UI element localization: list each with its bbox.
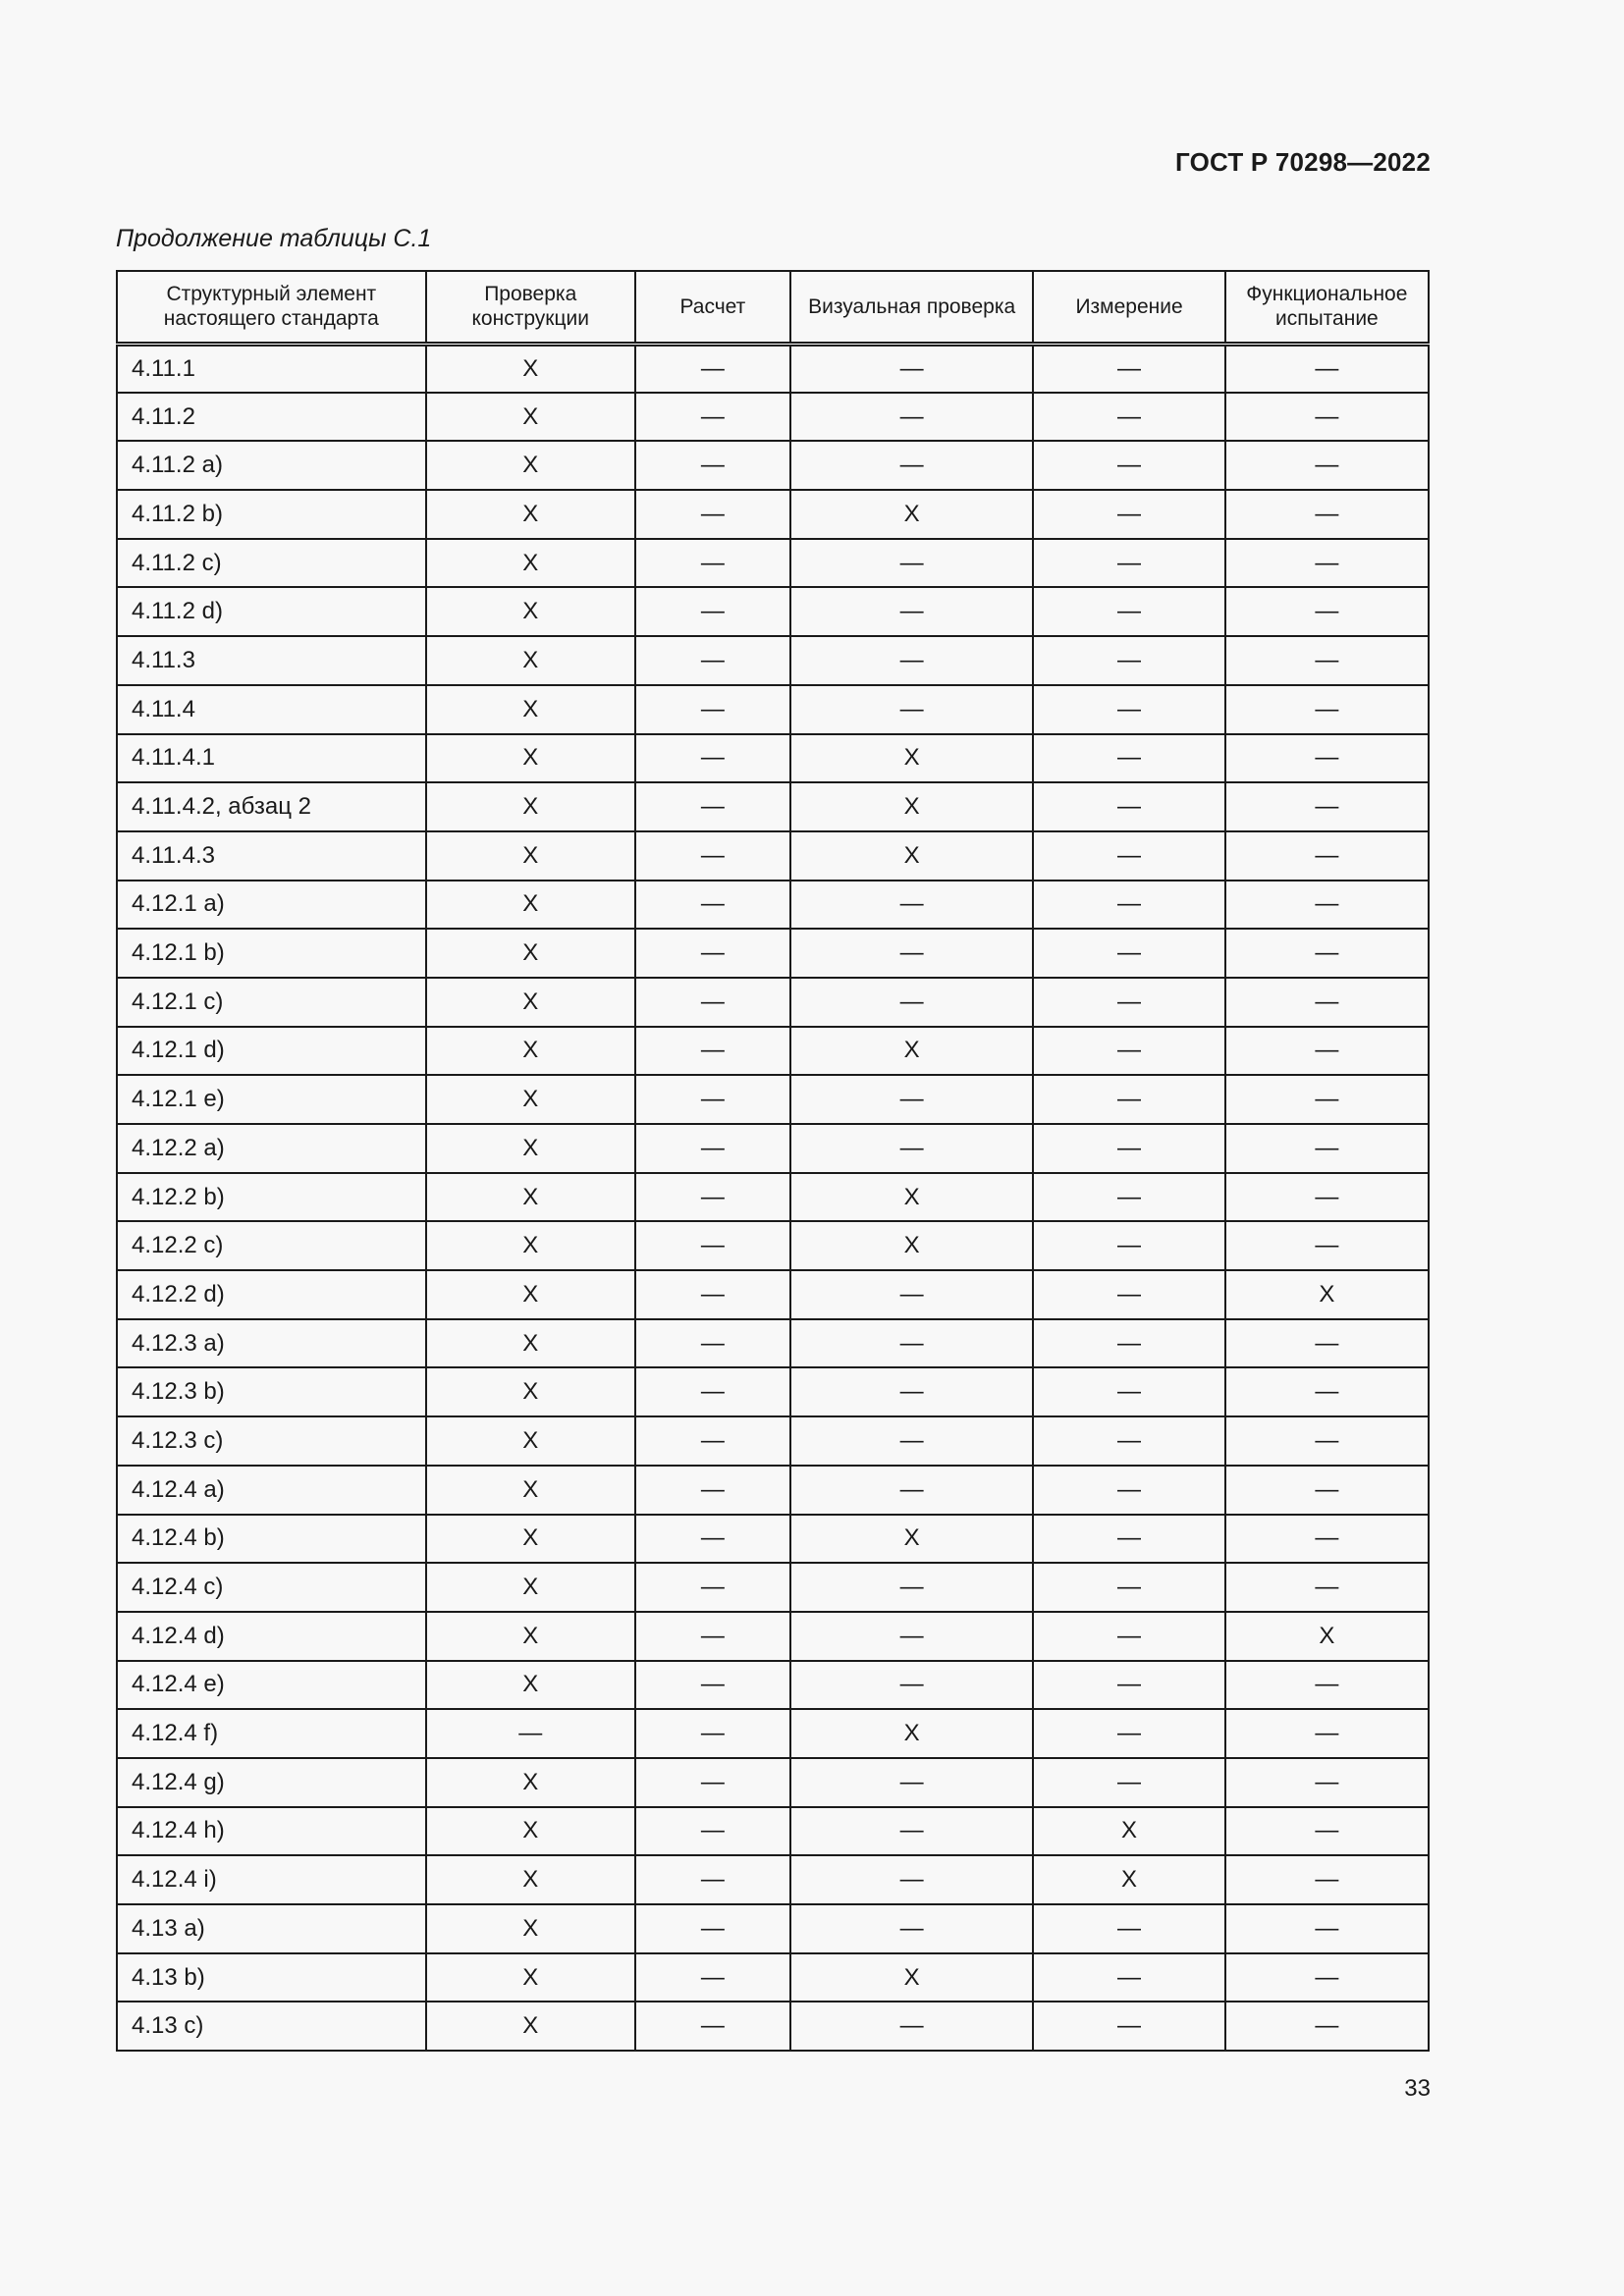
calculation-cell: — <box>635 1173 790 1222</box>
element-cell: 4.12.4 а) <box>117 1466 426 1515</box>
visual-check-cell: — <box>790 1758 1034 1807</box>
visual-check-cell: — <box>790 1367 1034 1416</box>
visual-check-cell: X <box>790 1953 1034 2002</box>
functional-test-cell: — <box>1225 1758 1429 1807</box>
calculation-cell: — <box>635 1904 790 1953</box>
measurement-cell: — <box>1033 441 1224 490</box>
calculation-cell: — <box>635 1075 790 1124</box>
table-row <box>117 1709 1429 1758</box>
table-row <box>117 1270 1429 1319</box>
design-check-cell: X <box>426 978 635 1027</box>
calculation-cell: — <box>635 782 790 831</box>
table-row <box>117 1075 1429 1124</box>
functional-test-cell: — <box>1225 978 1429 1027</box>
functional-test-cell: — <box>1225 1855 1429 1904</box>
calculation-cell: — <box>635 393 790 442</box>
visual-check-cell: X <box>790 1515 1034 1564</box>
design-check-cell: X <box>426 831 635 881</box>
table-row <box>117 1221 1429 1270</box>
design-check-cell: — <box>426 1709 635 1758</box>
table-row <box>117 831 1429 881</box>
table-row <box>117 1515 1429 1564</box>
functional-test-cell: — <box>1225 782 1429 831</box>
design-check-cell: X <box>426 1563 635 1612</box>
table-row <box>117 978 1429 1027</box>
element-cell: 4.11.4.3 <box>117 831 426 881</box>
visual-check-cell: — <box>790 344 1034 393</box>
functional-test-cell: — <box>1225 1367 1429 1416</box>
measurement-cell: — <box>1033 1075 1224 1124</box>
element-cell: 4.11.2 <box>117 393 426 442</box>
measurement-cell: — <box>1033 1221 1224 1270</box>
functional-test-cell: — <box>1225 636 1429 685</box>
design-check-cell: X <box>426 685 635 734</box>
header-cell-visual-check: Визуальная проверка <box>790 271 1034 344</box>
table-row <box>117 782 1429 831</box>
visual-check-cell: X <box>790 1173 1034 1222</box>
measurement-cell: — <box>1033 929 1224 978</box>
measurement-cell: — <box>1033 1416 1224 1466</box>
design-check-cell: X <box>426 1515 635 1564</box>
table-row <box>117 1027 1429 1076</box>
element-cell: 4.12.3 а) <box>117 1319 426 1368</box>
functional-test-cell: — <box>1225 393 1429 442</box>
design-check-cell: X <box>426 1758 635 1807</box>
element-cell: 4.11.1 <box>117 344 426 393</box>
visual-check-cell: — <box>790 1416 1034 1466</box>
measurement-cell: — <box>1033 1466 1224 1515</box>
visual-check-cell: — <box>790 1124 1034 1173</box>
element-cell: 4.12.1 b) <box>117 929 426 978</box>
measurement-cell: — <box>1033 1709 1224 1758</box>
functional-test-cell: — <box>1225 1124 1429 1173</box>
element-cell: 4.12.4 с) <box>117 1563 426 1612</box>
functional-test-cell: — <box>1225 831 1429 881</box>
design-check-cell: X <box>426 1466 635 1515</box>
calculation-cell: — <box>635 831 790 881</box>
measurement-cell: — <box>1033 881 1224 930</box>
header-cell-functional-test: Функциональное испытание <box>1225 271 1429 344</box>
element-cell: 4.12.1 а) <box>117 881 426 930</box>
design-check-cell: X <box>426 1270 635 1319</box>
visual-check-cell: — <box>790 881 1034 930</box>
measurement-cell: — <box>1033 636 1224 685</box>
table-row <box>117 1367 1429 1416</box>
table-header <box>117 271 1429 344</box>
table-row <box>117 1807 1429 1856</box>
table-caption: Продолжение таблицы С.1 <box>116 225 432 252</box>
calculation-cell: — <box>635 1612 790 1661</box>
table-row <box>117 587 1429 636</box>
calculation-cell: — <box>635 1416 790 1466</box>
functional-test-cell: — <box>1225 1416 1429 1466</box>
element-cell: 4.12.1 с) <box>117 978 426 1027</box>
table-row <box>117 1563 1429 1612</box>
element-cell: 4.12.4 g) <box>117 1758 426 1807</box>
element-cell: 4.12.4 i) <box>117 1855 426 1904</box>
design-check-cell: X <box>426 393 635 442</box>
measurement-cell: — <box>1033 1367 1224 1416</box>
measurement-cell: — <box>1033 1515 1224 1564</box>
table-body <box>117 344 1429 2051</box>
design-check-cell: X <box>426 1027 635 1076</box>
measurement-cell: — <box>1033 1758 1224 1807</box>
calculation-cell: — <box>635 1270 790 1319</box>
header-cell-calculation: Расчет <box>635 271 790 344</box>
element-cell: 4.12.2 с) <box>117 1221 426 1270</box>
header-cell-measurement: Измерение <box>1033 271 1224 344</box>
functional-test-cell: — <box>1225 1075 1429 1124</box>
visual-check-cell: — <box>790 1319 1034 1368</box>
measurement-cell: — <box>1033 734 1224 783</box>
visual-check-cell: — <box>790 929 1034 978</box>
table-row <box>117 441 1429 490</box>
calculation-cell: — <box>635 1367 790 1416</box>
measurement-cell: X <box>1033 1807 1224 1856</box>
visual-check-cell: — <box>790 1855 1034 1904</box>
design-check-cell: X <box>426 782 635 831</box>
calculation-cell: — <box>635 1563 790 1612</box>
table-row <box>117 734 1429 783</box>
measurement-cell: — <box>1033 782 1224 831</box>
element-cell: 4.11.2 b) <box>117 490 426 539</box>
visual-check-cell: — <box>790 441 1034 490</box>
functional-test-cell: X <box>1225 1612 1429 1661</box>
design-check-cell: X <box>426 490 635 539</box>
visual-check-cell: — <box>790 1466 1034 1515</box>
functional-test-cell: — <box>1225 881 1429 930</box>
functional-test-cell: — <box>1225 490 1429 539</box>
design-check-cell: X <box>426 1855 635 1904</box>
calculation-cell: — <box>635 1027 790 1076</box>
functional-test-cell: — <box>1225 1319 1429 1368</box>
functional-test-cell: — <box>1225 1221 1429 1270</box>
calculation-cell: — <box>635 490 790 539</box>
element-cell: 4.11.3 <box>117 636 426 685</box>
table-row <box>117 1466 1429 1515</box>
measurement-cell: — <box>1033 1661 1224 1710</box>
requirements-table <box>116 270 1430 2052</box>
table-row <box>117 881 1429 930</box>
element-cell: 4.12.1 d) <box>117 1027 426 1076</box>
table-row <box>117 344 1429 393</box>
calculation-cell: — <box>635 929 790 978</box>
functional-test-cell: — <box>1225 2002 1429 2051</box>
design-check-cell: X <box>426 1807 635 1856</box>
calculation-cell: — <box>635 978 790 1027</box>
element-cell: 4.11.4.2, абзац 2 <box>117 782 426 831</box>
visual-check-cell: X <box>790 490 1034 539</box>
functional-test-cell: — <box>1225 1661 1429 1710</box>
calculation-cell: — <box>635 881 790 930</box>
visual-check-cell: — <box>790 1807 1034 1856</box>
visual-check-cell: X <box>790 831 1034 881</box>
element-cell: 4.11.4 <box>117 685 426 734</box>
calculation-cell: — <box>635 441 790 490</box>
calculation-cell: — <box>635 734 790 783</box>
table-row <box>117 1758 1429 1807</box>
element-cell: 4.11.2 с) <box>117 539 426 588</box>
calculation-cell: — <box>635 1709 790 1758</box>
element-cell: 4.12.1 е) <box>117 1075 426 1124</box>
visual-check-cell: — <box>790 636 1034 685</box>
measurement-cell: — <box>1033 1027 1224 1076</box>
functional-test-cell: — <box>1225 344 1429 393</box>
header-cell-element: Структурный элемент настоящего стандарта <box>117 271 426 344</box>
table-row <box>117 1124 1429 1173</box>
functional-test-cell: — <box>1225 1466 1429 1515</box>
element-cell: 4.12.2 b) <box>117 1173 426 1222</box>
functional-test-cell: — <box>1225 734 1429 783</box>
measurement-cell: — <box>1033 393 1224 442</box>
table-row <box>117 1319 1429 1368</box>
visual-check-cell: X <box>790 1027 1034 1076</box>
measurement-cell: — <box>1033 831 1224 881</box>
functional-test-cell: — <box>1225 1173 1429 1222</box>
calculation-cell: — <box>635 1953 790 2002</box>
design-check-cell: X <box>426 1367 635 1416</box>
table-row <box>117 1173 1429 1222</box>
measurement-cell: — <box>1033 344 1224 393</box>
table-row <box>117 685 1429 734</box>
design-check-cell: X <box>426 539 635 588</box>
functional-test-cell: — <box>1225 1904 1429 1953</box>
visual-check-cell: — <box>790 1075 1034 1124</box>
visual-check-cell: — <box>790 539 1034 588</box>
visual-check-cell: — <box>790 1661 1034 1710</box>
design-check-cell: X <box>426 2002 635 2051</box>
design-check-cell: X <box>426 1953 635 2002</box>
element-cell: 4.12.4 h) <box>117 1807 426 1856</box>
functional-test-cell: — <box>1225 929 1429 978</box>
element-cell: 4.11.4.1 <box>117 734 426 783</box>
functional-test-cell: — <box>1225 1027 1429 1076</box>
design-check-cell: X <box>426 1612 635 1661</box>
design-check-cell: X <box>426 1221 635 1270</box>
design-check-cell: X <box>426 587 635 636</box>
functional-test-cell: — <box>1225 539 1429 588</box>
visual-check-cell: X <box>790 782 1034 831</box>
page-number: 33 <box>1404 2075 1431 2102</box>
visual-check-cell: X <box>790 734 1034 783</box>
functional-test-cell: — <box>1225 1709 1429 1758</box>
element-cell: 4.12.3 b) <box>117 1367 426 1416</box>
visual-check-cell: — <box>790 978 1034 1027</box>
table-row <box>117 393 1429 442</box>
measurement-cell: — <box>1033 1953 1224 2002</box>
document-code: ГОСТ Р 70298—2022 <box>1175 147 1431 177</box>
design-check-cell: X <box>426 1904 635 1953</box>
calculation-cell: — <box>635 685 790 734</box>
calculation-cell: — <box>635 1661 790 1710</box>
measurement-cell: — <box>1033 1612 1224 1661</box>
design-check-cell: X <box>426 636 635 685</box>
design-check-cell: X <box>426 1661 635 1710</box>
element-cell: 4.11.2 а) <box>117 441 426 490</box>
calculation-cell: — <box>635 1515 790 1564</box>
element-cell: 4.12.2 d) <box>117 1270 426 1319</box>
element-cell: 4.13 с) <box>117 2002 426 2051</box>
design-check-cell: X <box>426 929 635 978</box>
measurement-cell: X <box>1033 1855 1224 1904</box>
functional-test-cell: — <box>1225 587 1429 636</box>
functional-test-cell: X <box>1225 1270 1429 1319</box>
functional-test-cell: — <box>1225 1807 1429 1856</box>
functional-test-cell: — <box>1225 1515 1429 1564</box>
visual-check-cell: — <box>790 685 1034 734</box>
measurement-cell: — <box>1033 539 1224 588</box>
table-row <box>117 1612 1429 1661</box>
measurement-cell: — <box>1033 1904 1224 1953</box>
visual-check-cell: — <box>790 393 1034 442</box>
calculation-cell: — <box>635 1466 790 1515</box>
element-cell: 4.12.4 b) <box>117 1515 426 1564</box>
table-row <box>117 1416 1429 1466</box>
visual-check-cell: — <box>790 2002 1034 2051</box>
table-row <box>117 2002 1429 2051</box>
element-cell: 4.12.4 е) <box>117 1661 426 1710</box>
visual-check-cell: — <box>790 1612 1034 1661</box>
visual-check-cell: — <box>790 1270 1034 1319</box>
design-check-cell: X <box>426 344 635 393</box>
measurement-cell: — <box>1033 2002 1224 2051</box>
table-row <box>117 539 1429 588</box>
measurement-cell: — <box>1033 685 1224 734</box>
header-row <box>117 271 1429 344</box>
calculation-cell: — <box>635 636 790 685</box>
measurement-cell: — <box>1033 1563 1224 1612</box>
design-check-cell: X <box>426 1124 635 1173</box>
table-row <box>117 1953 1429 2002</box>
functional-test-cell: — <box>1225 1563 1429 1612</box>
element-cell: 4.13 b) <box>117 1953 426 2002</box>
measurement-cell: — <box>1033 490 1224 539</box>
table-row <box>117 1661 1429 1710</box>
header-cell-design-check: Проверка конструкции <box>426 271 635 344</box>
calculation-cell: — <box>635 587 790 636</box>
calculation-cell: — <box>635 2002 790 2051</box>
functional-test-cell: — <box>1225 441 1429 490</box>
measurement-cell: — <box>1033 587 1224 636</box>
table-row <box>117 490 1429 539</box>
design-check-cell: X <box>426 1173 635 1222</box>
element-cell: 4.12.3 с) <box>117 1416 426 1466</box>
design-check-cell: X <box>426 881 635 930</box>
visual-check-cell: — <box>790 1563 1034 1612</box>
measurement-cell: — <box>1033 1270 1224 1319</box>
calculation-cell: — <box>635 539 790 588</box>
calculation-cell: — <box>635 1807 790 1856</box>
design-check-cell: X <box>426 1416 635 1466</box>
functional-test-cell: — <box>1225 1953 1429 2002</box>
visual-check-cell: — <box>790 587 1034 636</box>
calculation-cell: — <box>635 1758 790 1807</box>
measurement-cell: — <box>1033 1319 1224 1368</box>
table-row <box>117 1855 1429 1904</box>
calculation-cell: — <box>635 1124 790 1173</box>
element-cell: 4.11.2 d) <box>117 587 426 636</box>
design-check-cell: X <box>426 441 635 490</box>
visual-check-cell: — <box>790 1904 1034 1953</box>
element-cell: 4.12.4 d) <box>117 1612 426 1661</box>
measurement-cell: — <box>1033 978 1224 1027</box>
visual-check-cell: X <box>790 1709 1034 1758</box>
design-check-cell: X <box>426 734 635 783</box>
design-check-cell: X <box>426 1075 635 1124</box>
table-row <box>117 1904 1429 1953</box>
measurement-cell: — <box>1033 1173 1224 1222</box>
measurement-cell: — <box>1033 1124 1224 1173</box>
calculation-cell: — <box>635 1319 790 1368</box>
element-cell: 4.12.4 f) <box>117 1709 426 1758</box>
table-row <box>117 929 1429 978</box>
table-row <box>117 636 1429 685</box>
calculation-cell: — <box>635 1855 790 1904</box>
visual-check-cell: X <box>790 1221 1034 1270</box>
design-check-cell: X <box>426 1319 635 1368</box>
functional-test-cell: — <box>1225 685 1429 734</box>
element-cell: 4.12.2 а) <box>117 1124 426 1173</box>
calculation-cell: — <box>635 344 790 393</box>
element-cell: 4.13 а) <box>117 1904 426 1953</box>
calculation-cell: — <box>635 1221 790 1270</box>
